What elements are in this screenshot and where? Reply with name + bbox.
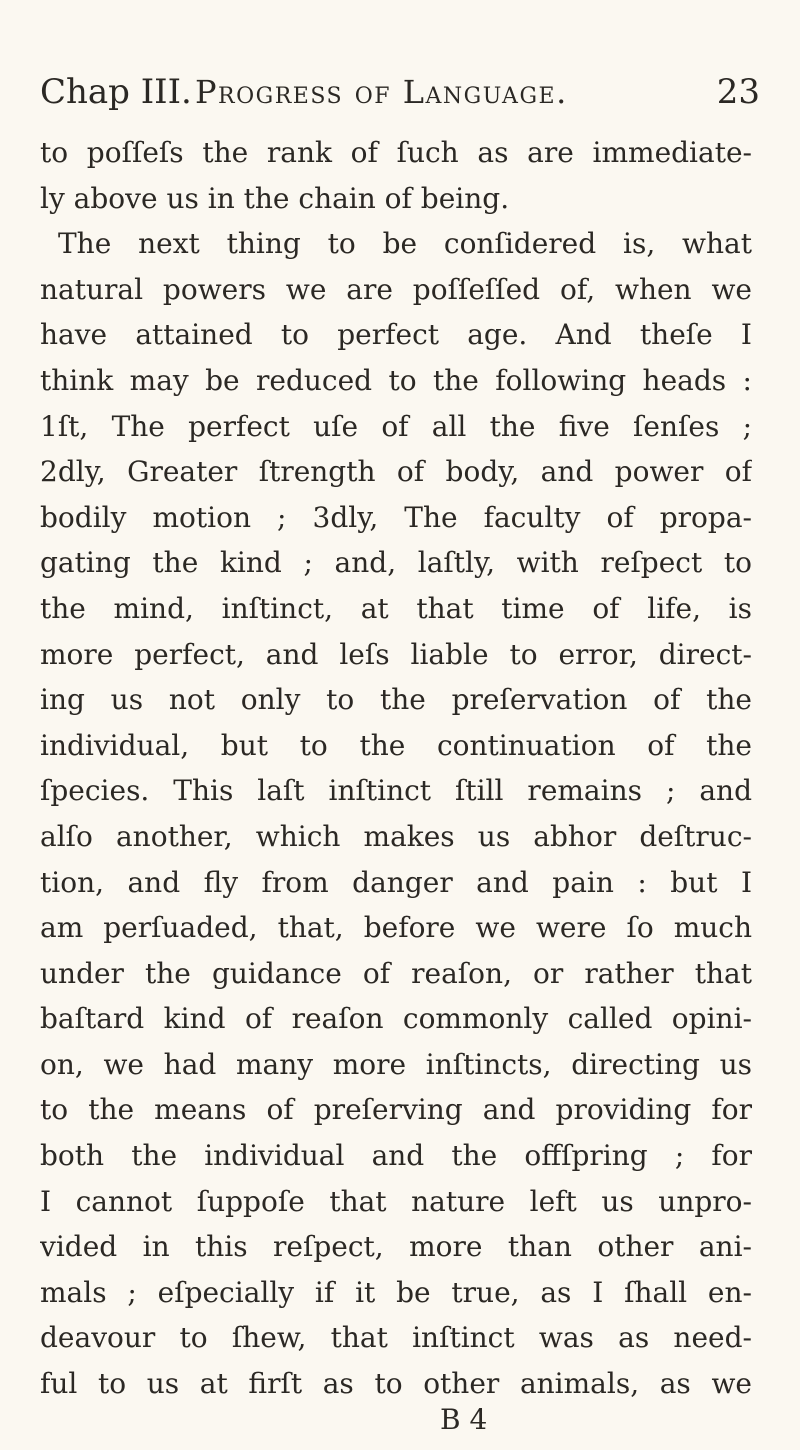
text-line: ful to us at firſt as to other animals, as we <box>40 1367 752 1401</box>
text-line: The next thing to be conſidered is, what <box>58 227 752 261</box>
text-line: bodily motion ; 3dly, The faculty of propa- <box>40 500 752 534</box>
text-line: mals ; eſpecially if it be true, as I ſhall en- <box>40 1275 752 1309</box>
text-line: vided in this reſpect, more than other ani- <box>40 1230 752 1264</box>
text-line: 1ſt, The perfect uſe of all the five ſenſes ; <box>40 409 752 443</box>
text-line: gating the kind ; and, laſtly, with reſpect to <box>40 546 752 580</box>
text-line: the mind, inſtinct, at that time of life, is <box>40 591 752 625</box>
text-line: 2dly, Greater ſtrength of body, and power of <box>40 455 752 489</box>
text-line: I cannot ſuppoſe that nature left us unpro- <box>40 1184 752 1218</box>
text-line: individual, but to the continuation of the <box>40 728 752 762</box>
body-text <box>40 130 752 1407</box>
text-line: ly above us in the chain of being. <box>40 181 510 215</box>
chapter-label: Chap III. <box>40 72 192 112</box>
text-line: natural powers we are poſſeſſed of, when we <box>40 272 752 306</box>
page-number: 23 <box>716 72 760 112</box>
text-line: think may be reduced to the following heads : <box>40 363 752 397</box>
text-line: baſtard kind of reaſon commonly called opini- <box>40 1002 752 1036</box>
text-line: on, we had many more inſtincts, directing us <box>40 1047 752 1081</box>
text-line: deavour to ſhew, that inſtinct was as need- <box>40 1321 752 1355</box>
text-line: under the guidance of reaſon, or rather that <box>40 956 752 990</box>
text-line: have attained to perfect age. And theſe I <box>40 318 752 352</box>
text-line: am perſuaded, that, before we were ſo much <box>40 911 752 945</box>
text-line: to the means of preſerving and providing for <box>40 1093 752 1127</box>
running-title: Progress of Language. <box>195 73 568 111</box>
text-line: to poſſeſs the rank of ſuch as are immediate- <box>40 136 752 169</box>
running-head <box>40 72 760 112</box>
text-line: tion, and fly from danger and pain : but I <box>40 865 752 899</box>
catchword: B 4 <box>440 1403 488 1436</box>
text-line: alſo another, which makes us abhor deſtruc- <box>40 819 752 853</box>
text-line: ſpecies. This laſt inſtinct ſtill remains ; and <box>40 774 752 808</box>
text-line: more perfect, and leſs liable to error, direct- <box>40 637 752 671</box>
text-line: ing us not only to the preſervation of the <box>40 683 752 717</box>
text-line: both the individual and the offſpring ; for <box>40 1139 752 1173</box>
